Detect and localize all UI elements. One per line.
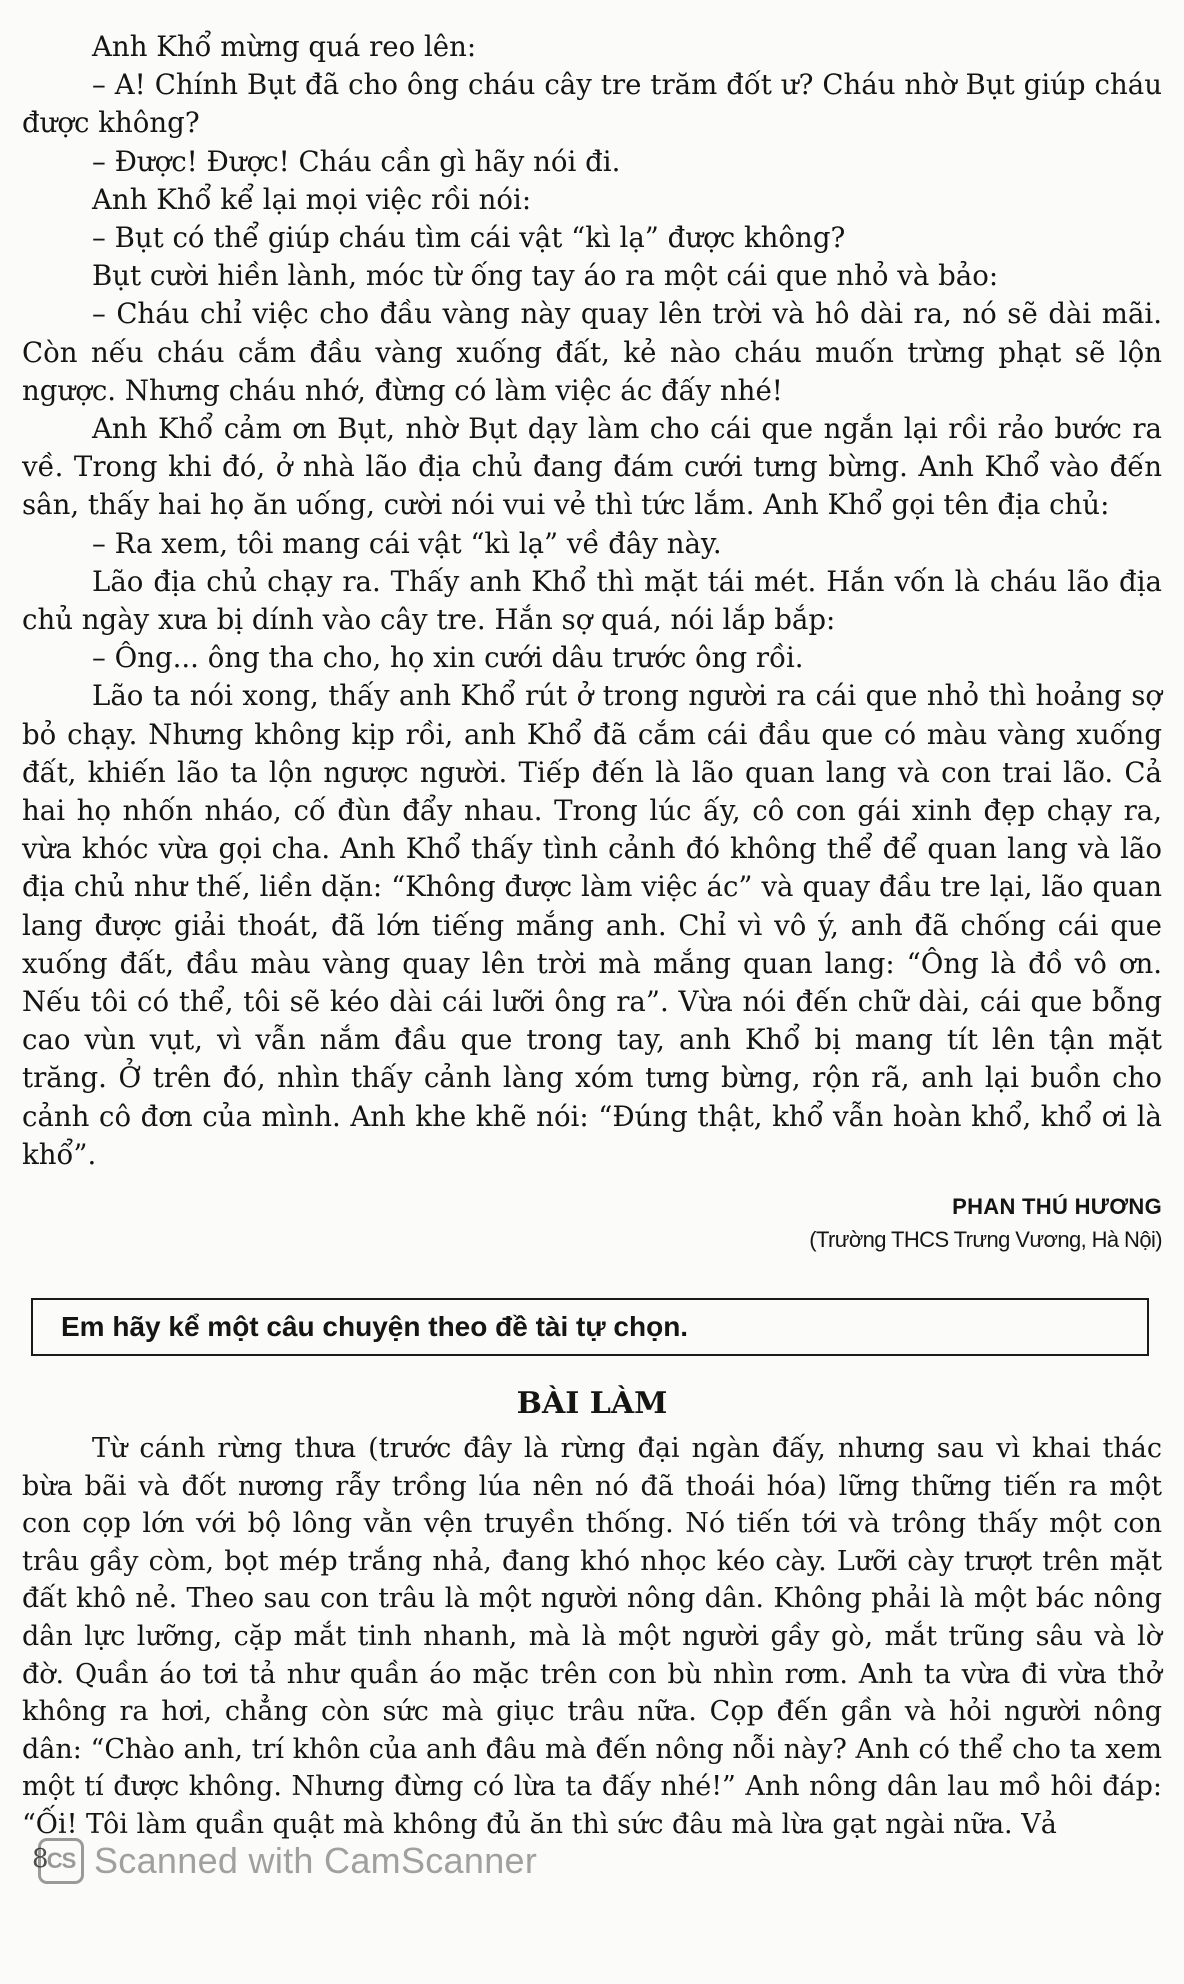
signature	[22, 1190, 1162, 1256]
page-number: 8	[32, 1844, 49, 1874]
story-paragraph: – Ra xem, tôi mang cái vật “kì lạ” về đây này.	[92, 526, 722, 560]
assignment-prompt-box	[31, 1298, 1149, 1356]
story-paragraph: Anh Khổ kể lại mọi việc rồi nói:	[92, 182, 532, 216]
assignment-prompt: Em hãy kể một câu chuyện theo đề tài tự chọn.	[61, 1311, 689, 1343]
author-name: PHAN THÚ HƯƠNG	[952, 1194, 1162, 1220]
camscanner-watermark: Scanned with CamScanner	[94, 1840, 538, 1881]
story-text	[22, 28, 1162, 1174]
story-paragraph: Lão ta nói xong, thấy anh Khổ rút ở trong người ra cái que nhỏ thì hoảng sợ bỏ chạy. Nhưng không kịp rồi, anh Khổ đã cắm cái đầu que có màu vàng xuống đất, khiến lão ta lộn ngược người. Tiếp đến là lão quan lang và con trai lão. Cả hai họ nhốn nháo, cố đùn đẩy nhau. Trong lúc ấy, cô con gái xinh đẹp chạy ra, vừa khóc vừa gọi cha. Anh Khổ thấy tình cảnh đó không thể để quan lang và lão địa chủ như thế, liền dặn: “Không được làm việc ác” và quay đầu tre lại, lão quan lang được giải thoát, đã lớn tiếng mắng anh. Chỉ vì vô ý, anh đã chống cái que xuống đất, đầu màu vàng quay lên trời mà mắng quan lang: “Ông là đồ vô ơn. Nếu tôi có thể, tôi sẽ kéo dài cái lưỡi ông ra”. Vừa nói đến chữ dài, cái que bỗng cao vùn vụt, vì vẫn nắm đầu que trong tay, anh Khổ bị mang tít lên tận mặt trăng. Ở trên đó, nhìn thấy cảnh làng xóm tưng bừng, rộn rã, anh lại buồn cho cảnh cô đơn của mình. Anh khe khẽ nói: “Đúng thật, khổ vẫn hoàn khổ, khổ ơi là khổ”.	[22, 679, 1162, 1171]
camscanner-logo-text: CS	[46, 1848, 76, 1873]
story-paragraph: – Cháu chỉ việc cho đầu vàng này quay lên trời và hô dài ra, nó sẽ dài mãi. Còn nếu cháu cắm đầu vàng xuống đất, kẻ nào cháu muốn trừng phạt sẽ lộn ngược. Nhưng cháu nhớ, đừng có làm việc ác đấy nhé!	[22, 297, 1162, 407]
story-paragraph: – Bụt có thể giúp cháu tìm cái vật “kì lạ” được không?	[92, 221, 846, 255]
story-paragraph: Lão địa chủ chạy ra. Thấy anh Khổ thì mặt tái mét. Hắn vốn là cháu lão địa chủ ngày xưa bị dính vào cây tre. Hắn sợ quá, nói lắp bắp:	[22, 564, 1162, 637]
story-paragraph: – Được! Được! Cháu cần gì hãy nói đi.	[92, 144, 621, 178]
essay-paragraph: Từ cánh rừng thưa (trước đây là rừng đại ngàn đấy, nhưng sau vì khai thác bừa bãi và đốt nương rẫy trồng lúa nên nó đã thoái hóa) lững thững tiến ra một con cọp lớn với bộ lông vằn vện truyền thống. Nó tiến tới và trông thấy một con trâu gầy còm, bọt mép trắng nhả, đang khó nhọc kéo cày. Lưỡi cày trượt trên mặt đất khô nẻ. Theo sau con trâu là một người nông dân. Không phải là một bác nông dân lực lưỡng, cặp mắt tinh nhanh, mà là một người gầy gò, mắt trũng sâu và lờ đờ. Quần áo tơi tả như quần áo mặc trên con bù nhìn rơm. Anh ta vừa đi vừa thở không ra hơi, chẳng còn sức mà giục trâu nữa. Cọp đến gần và hỏi người nông dân: “Chào anh, trí khôn của anh đâu mà đến nông nỗi này? Anh có thể cho ta xem một tí được không. Nhưng đừng có lừa ta đấy nhé!” Anh nông dân lau mồ hôi đáp: “Ối! Tôi làm quần quật mà không đủ ăn thì sức đâu mà lừa gạt ngài nữa. Vả	[22, 1433, 1162, 1841]
author-school: (Trường THCS Trưng Vương, Hà Nội)	[809, 1227, 1162, 1253]
story-paragraph: Bụt cười hiền lành, móc từ ống tay áo ra một cái que nhỏ và bảo:	[92, 259, 999, 293]
story-paragraph: – Ông... ông tha cho, họ xin cưới dâu trước ông rồi.	[92, 641, 804, 675]
story-paragraph: – A! Chính Bụt đã cho ông cháu cây tre trăm đốt ư? Cháu nhờ Bụt giúp cháu được không?	[22, 68, 1162, 140]
story-paragraph: Anh Khổ cảm ơn Bụt, nhờ Bụt dạy làm cho cái que ngắn lại rồi rảo bước ra về. Trong khi đó, ở nhà lão địa chủ đang đám cưới tưng bừng. Anh Khổ vào đến sân, thấy hai họ ăn uống, cười nói vui vẻ thì tức lắm. Anh Khổ gọi tên địa chủ:	[22, 412, 1162, 522]
footer	[32, 1838, 538, 1884]
scanned-page	[22, 28, 1162, 1844]
essay-text	[22, 1430, 1162, 1844]
story-paragraph: Anh Khổ mừng quá reo lên:	[92, 30, 477, 63]
essay-heading: BÀI LÀM	[516, 1386, 668, 1422]
